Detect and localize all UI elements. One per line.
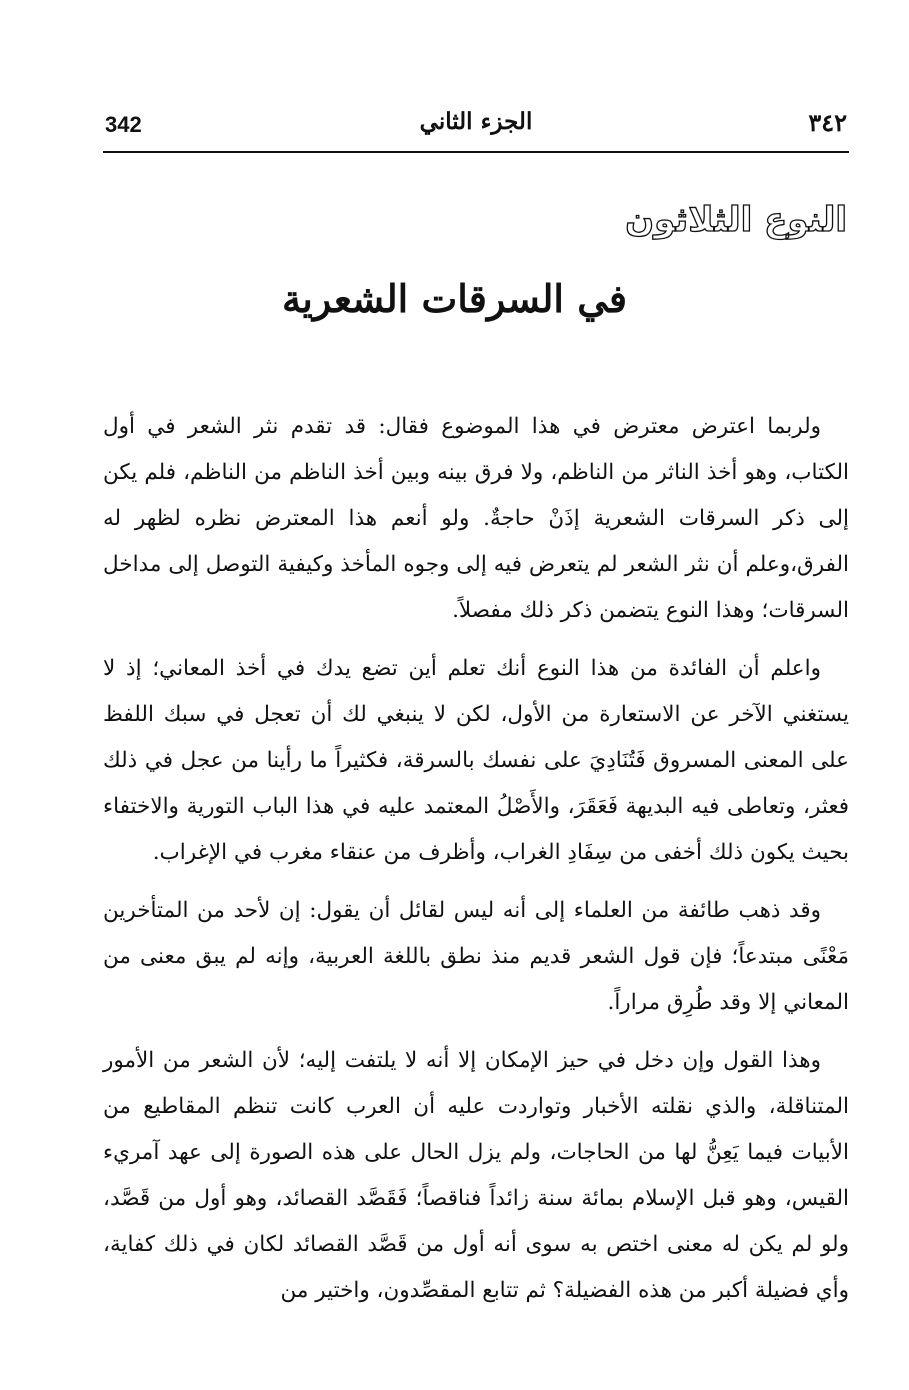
page-number-latin: 342 xyxy=(105,112,142,137)
running-title: الجزء الثاني xyxy=(419,108,533,135)
page-number-arabic: ٣٤٢ xyxy=(808,108,847,137)
paragraph: وهذا القول وإن دخل في حيز الإمكان إلا أنه لا يلتفت إليه؛ لأن الشعر من الأمور المتناقلة، والذي نقلته الأخبار وتواردت عليه أن العرب كانت تنظم المقاطيع من الأبيات فيما يَعِنُّ لها من الحاجات، ولم يزل الحال على هذه الصورة إلى عهد آمريء القيس، وهو قبل الإسلام بمائة سنة زائداً فناقصاً؛ فَقَصَّد القصائد، وهو أول من قَصَّد، ولو لم يكن له معنى اختص به سوى أنه أول من قَصَّد القصائد لكان في ذلك كفاية، وأي فضيلة أكبر من هذه الفضيلة؟ ثم تتابع المقصِّدون، واختير من xyxy=(103,1048,849,1303)
chapter-title: في السرقات الشعرية xyxy=(281,276,628,321)
paragraph: ولربما اعترض معترض في هذا الموضوع فقال: قد تقدم نثر الشعر في أول الكتاب، وهو أخذ الناثر من الناظم، ولا فرق بينه وبين أخذ الناظم من الناظم، فلم يكن إلى ذكر السرقات الشعرية إذَنْ حاجةٌ. ولو أنعم هذا المعترض نظره لظهر له الفرق،وعلم أن نثر الشعر لم يتعرض فيه إلى وجوه المأخذ وكيفية التوصل إلى مداخل السرقات؛ وهذا النوع يتضمن ذكر ذلك مفصلاً. xyxy=(103,414,849,623)
header-divider xyxy=(103,151,849,153)
body-text xyxy=(103,404,849,1326)
paragraph: واعلم أن الفائدة من هذا النوع أنك تعلم أين تضع يدك في أخذ المعاني؛ إذ لا يستغني الآخر عن الاستعارة من الأول، لكن لا ينبغي لك أن تعجل في سبك اللفظ على المعنى المسروق فَتُنَادِيَ على نفسك بالسرقة، فكثيراً ما رأينا من عجل في ذلك فعثر، وتعاطى فيه البديهة فَعَقَرَ، والأَصْلُ المعتمد عليه في هذا الباب التورية والاختفاء بحيث يكون ذلك أخفى من سِفَادِ الغراب، وأظرف من عنقاء مغرب في الإغراب. xyxy=(103,656,849,865)
paragraph: وقد ذهب طائفة من العلماء إلى أنه ليس لقائل أن يقول: إن لأحد من المتأخرين مَعْنًى مبتدعاً؛ فإن قول الشعر قديم منذ نطق باللغة العربية، وإنه لم يبق معنى من المعاني إلا وقد طُرِق مراراً. xyxy=(103,898,849,1015)
page-header xyxy=(103,108,849,148)
section-label: النوع الثلاثون xyxy=(625,200,847,240)
